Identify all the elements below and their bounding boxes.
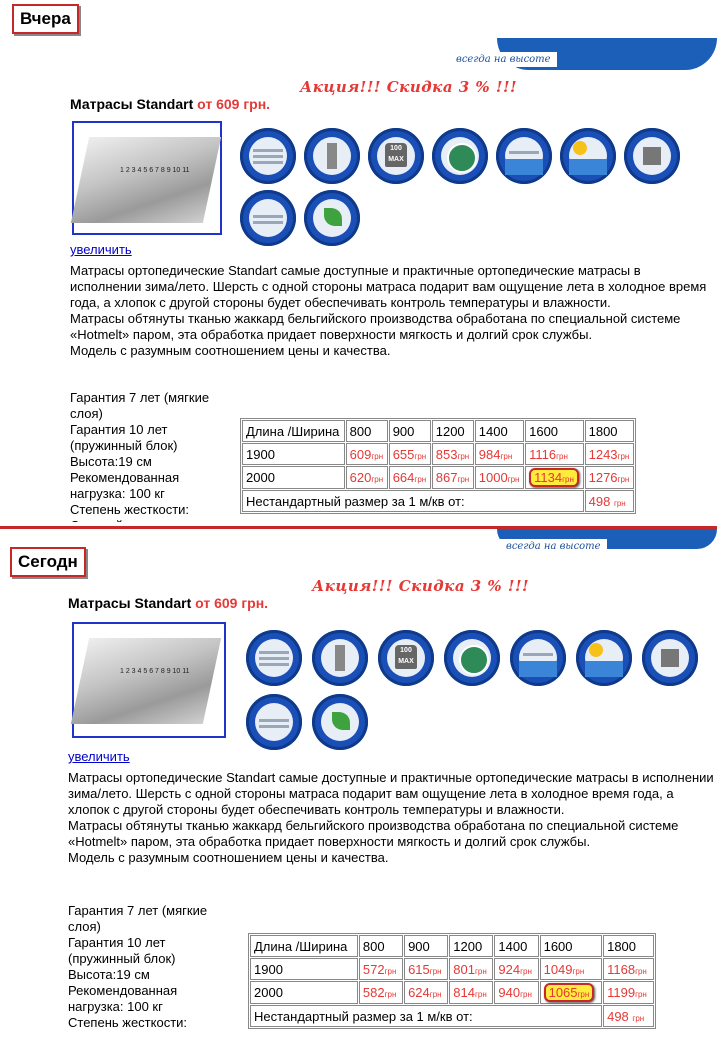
price-cell: 853грн — [432, 443, 474, 465]
rotate-icon — [642, 630, 698, 686]
description-paragraph: Матрасы обтянуты тканью жаккард бельгийского производства обработана по специальной системе «Hotmelt» паром, эта обработка придает поверхности мягкость и долгий срок службы. — [70, 311, 681, 342]
highlighted-price-cell: 1065грн — [540, 981, 603, 1004]
price-from: от 609 грн. — [197, 96, 271, 112]
price-table — [240, 418, 636, 514]
price-cell: 615грн — [404, 958, 448, 980]
price-from: от 609 грн. — [195, 595, 269, 611]
height-icon — [312, 630, 368, 686]
promo-text: Акция!!! Скидка 3 % !!! — [312, 577, 530, 595]
photo-numbers: 1 2 3 4 5 6 7 8 9 10 11 — [120, 167, 190, 174]
table-row — [250, 958, 654, 980]
header-cell: 1400 — [475, 420, 524, 442]
highlighted-price-cell: 1134грн — [525, 466, 584, 489]
eco-quality-seal-icon — [444, 630, 500, 686]
product-description — [68, 770, 716, 866]
today-panel — [0, 533, 717, 1044]
height-icon — [304, 128, 360, 184]
product-title — [68, 595, 268, 611]
spec-item: Гарантия 7 лет (мягкие слоя) — [68, 903, 208, 934]
product-photo[interactable] — [72, 622, 226, 738]
product-specs — [70, 390, 230, 534]
leaf-icon — [312, 694, 368, 750]
description-paragraph: Модель с разумным соотношением цены и качества. — [68, 850, 389, 865]
slogan: всегда на высоте — [450, 52, 557, 67]
length-cell: 1900 — [250, 958, 358, 980]
mattress-image — [71, 638, 221, 724]
winter-summer-icon — [560, 128, 616, 184]
price-cell: 620грн — [346, 466, 388, 489]
price-cell: 664грн — [389, 466, 431, 489]
orthopedic-wave-icon — [510, 630, 566, 686]
header-cell: 1800 — [585, 420, 634, 442]
price-cell: 1168грн — [603, 958, 654, 980]
enlarge-link[interactable]: увеличить — [70, 242, 132, 257]
winter-summer-icon — [576, 630, 632, 686]
mattress-image — [71, 137, 221, 223]
weight-100-max-icon: 100 MAX — [368, 128, 424, 184]
layers-icon — [240, 128, 296, 184]
price-cell: 609грн — [346, 443, 388, 465]
table-row — [242, 490, 634, 512]
nonstandard-price-cell: 498 грн — [585, 490, 634, 512]
day-label: Вчера — [12, 4, 79, 34]
length-cell: 2000 — [242, 466, 345, 489]
header-cell: Длина /Ширина — [242, 420, 345, 442]
spec-item: Рекомендованная нагрузка: 100 кг — [68, 983, 178, 1014]
product-title — [70, 96, 270, 112]
product-description — [70, 263, 710, 359]
site-banner — [440, 38, 717, 78]
spec-item: Гарантия 10 лет (пружинный блок) — [68, 935, 176, 966]
price-cell: 582грн — [359, 981, 403, 1004]
price-cell: 655грн — [389, 443, 431, 465]
header-cell: 800 — [359, 935, 403, 957]
price-cell: 940грн — [494, 981, 538, 1004]
spec-item: Высота:19 см — [68, 967, 150, 982]
product-photo[interactable] — [72, 121, 222, 235]
price-table — [248, 933, 656, 1029]
header-cell: 1200 — [432, 420, 474, 442]
price-cell: 1049грн — [540, 958, 603, 980]
price-cell: 814грн — [449, 981, 493, 1004]
length-cell: 1900 — [242, 443, 345, 465]
spec-item: Степень жесткости: — [70, 502, 190, 517]
header-cell: 1200 — [449, 935, 493, 957]
header-cell: 800 — [346, 420, 388, 442]
price-cell: 1000грн — [475, 466, 524, 489]
day-label: Сегодн — [10, 547, 86, 577]
nonstandard-price-cell: 498 грн — [603, 1005, 654, 1027]
price-cell: 1276грн — [585, 466, 634, 489]
eco-quality-seal-icon — [432, 128, 488, 184]
nonstandard-label: Нестандартный размер за 1 м/кв от: — [242, 490, 584, 512]
table-row — [250, 1005, 654, 1027]
spec-item: Высота:19 см — [70, 454, 152, 469]
price-cell: 867грн — [432, 466, 474, 489]
header-cell: 900 — [389, 420, 431, 442]
table-header-row — [250, 935, 654, 957]
site-banner — [490, 533, 717, 563]
spec-item: Гарантия 7 лет (мягкие слоя) — [70, 390, 210, 421]
table-row — [242, 443, 634, 465]
price-cell: 624грн — [404, 981, 448, 1004]
header-cell: Длина /Ширина — [250, 935, 358, 957]
product-name: Матрасы Standart — [68, 595, 192, 611]
length-cell: 2000 — [250, 981, 358, 1004]
price-cell: 924грн — [494, 958, 538, 980]
description-paragraph: Матрасы ортопедические Standart самые доступные и практичные ортопедические матрасы в исполнении зима/лето. Шерсть с одной стороны матраса подарит вам ощущение лета в холодное время года, а хлопок с другой стороны будет обеспечивать контроль температуры и влажности. — [68, 770, 714, 817]
soft-layer-icon — [246, 694, 302, 750]
price-cell: 984грн — [475, 443, 524, 465]
enlarge-link[interactable]: увеличить — [68, 749, 130, 764]
photo-numbers: 1 2 3 4 5 6 7 8 9 10 11 — [120, 668, 190, 675]
header-cell: 1600 — [525, 420, 584, 442]
header-cell: 1800 — [603, 935, 654, 957]
description-paragraph: Матрасы ортопедические Standart самые доступные и практичные ортопедические матрасы в исполнении зима/лето. Шерсть с одной стороны матраса подарит вам ощущение лета в холодное время года, а хлопок с другой стороны будет обеспечивать контроль температуры и влажности. — [70, 263, 707, 310]
spec-item: Степень жесткости: — [68, 1015, 188, 1030]
header-cell: 1600 — [540, 935, 603, 957]
table-row — [250, 981, 654, 1004]
promo-text: Акция!!! Скидка 3 % !!! — [300, 78, 518, 96]
header-cell: 900 — [404, 935, 448, 957]
product-name: Матрасы Standart — [70, 96, 194, 112]
spec-item: Гарантия 10 лет (пружинный блок) — [70, 422, 178, 453]
nonstandard-label: Нестандартный размер за 1 м/кв от: — [250, 1005, 602, 1027]
price-cell: 801грн — [449, 958, 493, 980]
soft-layer-icon — [240, 190, 296, 246]
price-cell: 572грн — [359, 958, 403, 980]
product-specs — [68, 903, 228, 1031]
description-paragraph: Матрасы обтянуты тканью жаккард бельгийского производства обработана по специальной системе «Hotmelt» паром, эта обработка придает поверхности мягкость и долгий срок службы. — [68, 818, 679, 849]
spec-item: Рекомендованная нагрузка: 100 кг — [70, 470, 180, 501]
leaf-icon — [304, 190, 360, 246]
price-cell: 1116грн — [525, 443, 584, 465]
price-cell: 1243грн — [585, 443, 634, 465]
rotate-icon — [624, 128, 680, 184]
header-cell: 1400 — [494, 935, 538, 957]
weight-100-max-icon: 100 MAX — [378, 630, 434, 686]
slogan: всегда на высоте — [500, 539, 607, 554]
orthopedic-wave-icon — [496, 128, 552, 184]
description-paragraph: Модель с разумным соотношением цены и качества. — [70, 343, 391, 358]
price-cell: 1199грн — [603, 981, 654, 1004]
table-header-row — [242, 420, 634, 442]
layers-icon — [246, 630, 302, 686]
table-row — [242, 466, 634, 489]
